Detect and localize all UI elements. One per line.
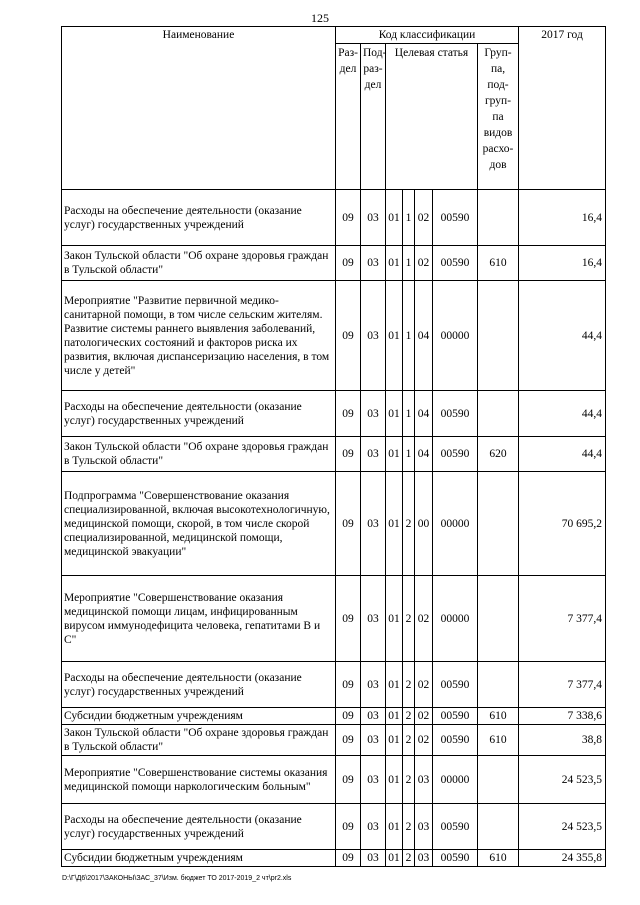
row-target-subprogram: 1 (403, 391, 415, 437)
row-target-direction: 00590 (433, 437, 478, 472)
row-section: 09 (336, 850, 361, 867)
row-target-subprogram: 2 (403, 708, 415, 725)
row-amount: 16,4 (519, 190, 606, 246)
row-target-event: 02 (415, 190, 433, 246)
row-target-program: 01 (386, 756, 403, 804)
row-amount: 24 523,5 (519, 804, 606, 850)
row-target-event: 04 (415, 391, 433, 437)
row-expense-type (478, 662, 519, 708)
row-subsection: 03 (361, 391, 386, 437)
page-number: 125 (311, 11, 329, 25)
row-target-subprogram: 2 (403, 850, 415, 867)
header-group: Груп- па, под- груп- па видов расхо- дов (478, 44, 519, 190)
row-subsection: 03 (361, 281, 386, 391)
row-target-event: 04 (415, 437, 433, 472)
table-row (62, 472, 606, 576)
row-amount: 44,4 (519, 437, 606, 472)
header-code: Код классификации (336, 27, 519, 44)
row-expense-type (478, 804, 519, 850)
row-expense-type: 620 (478, 437, 519, 472)
row-target-subprogram: 1 (403, 190, 415, 246)
row-target-program: 01 (386, 725, 403, 756)
row-target-program: 01 (386, 246, 403, 281)
row-target-program: 01 (386, 662, 403, 708)
table-row (62, 804, 606, 850)
row-target-event: 00 (415, 472, 433, 576)
table-row (62, 708, 606, 725)
table-row (62, 190, 606, 246)
row-target-direction: 00590 (433, 850, 478, 867)
row-target-event: 02 (415, 662, 433, 708)
row-subsection: 03 (361, 804, 386, 850)
row-amount: 44,4 (519, 281, 606, 391)
header-year: 2017 год (519, 27, 606, 190)
row-target-event: 03 (415, 804, 433, 850)
row-subsection: 03 (361, 850, 386, 867)
row-name: Субсидии бюджетным учреждениям (62, 708, 336, 725)
row-subsection: 03 (361, 725, 386, 756)
row-amount: 24 355,8 (519, 850, 606, 867)
row-target-direction: 00590 (433, 662, 478, 708)
row-target-subprogram: 2 (403, 576, 415, 662)
row-target-direction: 00590 (433, 246, 478, 281)
row-section: 09 (336, 391, 361, 437)
row-subsection: 03 (361, 708, 386, 725)
row-target-program: 01 (386, 472, 403, 576)
row-expense-type (478, 472, 519, 576)
row-target-direction: 00000 (433, 472, 478, 576)
row-target-subprogram: 2 (403, 472, 415, 576)
row-section: 09 (336, 756, 361, 804)
table-row (62, 437, 606, 472)
row-target-subprogram: 1 (403, 281, 415, 391)
header-section: Раз- дел (336, 44, 361, 190)
row-expense-type (478, 391, 519, 437)
row-name: Мероприятие "Развитие первичной медико-санитарной помощи, в том числе сельским жителям. Развитие системы раннего выявления заболеваний, патологических состояний и факторов риска их развития, включая диспансеризацию населения, в том числе у детей" (62, 281, 336, 391)
row-target-event: 02 (415, 246, 433, 281)
row-expense-type (478, 190, 519, 246)
budget-table (61, 26, 606, 867)
row-subsection: 03 (361, 756, 386, 804)
row-target-direction: 00590 (433, 391, 478, 437)
row-target-event: 02 (415, 725, 433, 756)
row-target-program: 01 (386, 391, 403, 437)
row-amount: 7 377,4 (519, 576, 606, 662)
table-body (62, 190, 606, 867)
row-name: Расходы на обеспечение деятельности (оказание услуг) государственных учреждений (62, 190, 336, 246)
file-path-footer: D:\Г\Д6\2017\ЗАКОНЫ\ЗАС_37\Изм. бюджет ТО 2017-2019_2 чт\pr2.xls (62, 875, 292, 882)
row-section: 09 (336, 246, 361, 281)
row-target-program: 01 (386, 804, 403, 850)
row-target-program: 01 (386, 437, 403, 472)
row-subsection: 03 (361, 472, 386, 576)
table-row (62, 725, 606, 756)
table-row (62, 662, 606, 708)
row-amount: 16,4 (519, 246, 606, 281)
row-expense-type: 610 (478, 850, 519, 867)
row-target-event: 03 (415, 756, 433, 804)
row-expense-type: 610 (478, 725, 519, 756)
row-expense-type (478, 576, 519, 662)
row-target-direction: 00000 (433, 756, 478, 804)
row-expense-type (478, 281, 519, 391)
row-section: 09 (336, 725, 361, 756)
row-target-subprogram: 2 (403, 725, 415, 756)
row-section: 09 (336, 281, 361, 391)
row-section: 09 (336, 662, 361, 708)
row-section: 09 (336, 708, 361, 725)
row-target-event: 04 (415, 281, 433, 391)
table-row (62, 281, 606, 391)
header-subsection: Под- раз- дел (361, 44, 386, 190)
row-name: Расходы на обеспечение деятельности (оказание услуг) государственных учреждений (62, 391, 336, 437)
row-name: Расходы на обеспечение деятельности (оказание услуг) государственных учреждений (62, 804, 336, 850)
row-subsection: 03 (361, 190, 386, 246)
row-target-event: 02 (415, 708, 433, 725)
row-name: Мероприятие "Совершенствование оказания медицинской помощи лицам, инфицированным вирусом иммунодефицита человека, гепатитами В и С" (62, 576, 336, 662)
row-target-direction: 00000 (433, 576, 478, 662)
header-target: Целевая статья (386, 44, 478, 190)
row-name: Закон Тульской области "Об охране здоровья граждан в Тульской области" (62, 725, 336, 756)
row-target-program: 01 (386, 190, 403, 246)
row-target-program: 01 (386, 708, 403, 725)
row-section: 09 (336, 804, 361, 850)
row-section: 09 (336, 437, 361, 472)
table-row (62, 850, 606, 867)
row-subsection: 03 (361, 437, 386, 472)
row-section: 09 (336, 472, 361, 576)
row-expense-type (478, 756, 519, 804)
row-name: Мероприятие "Совершенствование системы оказания медицинской помощи наркологическим больным" (62, 756, 336, 804)
row-target-program: 01 (386, 281, 403, 391)
row-amount: 38,8 (519, 725, 606, 756)
header-name: Наименование (62, 27, 336, 190)
row-section: 09 (336, 576, 361, 662)
row-target-subprogram: 1 (403, 437, 415, 472)
row-target-program: 01 (386, 576, 403, 662)
row-subsection: 03 (361, 662, 386, 708)
row-subsection: 03 (361, 246, 386, 281)
row-expense-type: 610 (478, 246, 519, 281)
row-amount: 7 338,6 (519, 708, 606, 725)
row-target-subprogram: 2 (403, 662, 415, 708)
row-target-event: 03 (415, 850, 433, 867)
table-row (62, 391, 606, 437)
row-target-direction: 00590 (433, 190, 478, 246)
table-row (62, 246, 606, 281)
row-name: Субсидии бюджетным учреждениям (62, 850, 336, 867)
row-name: Закон Тульской области "Об охране здоровья граждан в Тульской области" (62, 246, 336, 281)
row-target-subprogram: 2 (403, 756, 415, 804)
row-target-subprogram: 1 (403, 246, 415, 281)
row-target-direction: 00000 (433, 281, 478, 391)
row-target-program: 01 (386, 850, 403, 867)
row-subsection: 03 (361, 576, 386, 662)
row-name: Закон Тульской области "Об охране здоровья граждан в Тульской области" (62, 437, 336, 472)
row-target-event: 02 (415, 576, 433, 662)
row-name: Подпрограмма "Совершенствование оказания специализированной, включая высокотехнологичную, медицинской помощи, скорой, в том числе скорой специализированной, медицинской помощи, медицинской эвакуации" (62, 472, 336, 576)
row-amount: 44,4 (519, 391, 606, 437)
row-expense-type: 610 (478, 708, 519, 725)
row-target-direction: 00590 (433, 725, 478, 756)
row-section: 09 (336, 190, 361, 246)
row-amount: 70 695,2 (519, 472, 606, 576)
row-amount: 24 523,5 (519, 756, 606, 804)
table-row (62, 756, 606, 804)
row-name: Расходы на обеспечение деятельности (оказание услуг) государственных учреждений (62, 662, 336, 708)
row-target-subprogram: 2 (403, 804, 415, 850)
row-target-direction: 00590 (433, 708, 478, 725)
table-row (62, 576, 606, 662)
row-target-direction: 00590 (433, 804, 478, 850)
row-amount: 7 377,4 (519, 662, 606, 708)
